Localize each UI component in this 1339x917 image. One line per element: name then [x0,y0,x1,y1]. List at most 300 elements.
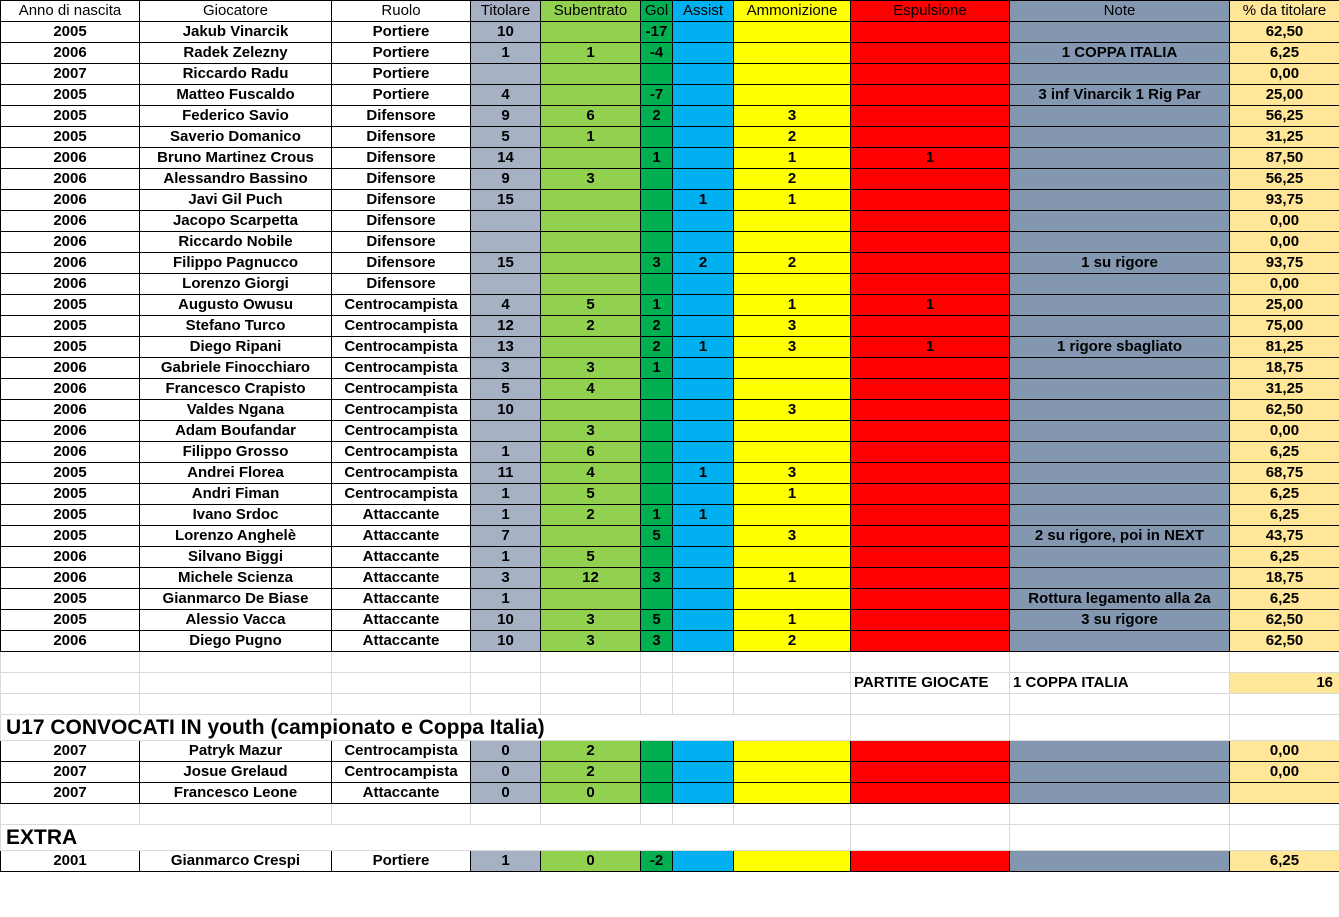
cell-role[interactable]: Portiere [332,43,471,64]
cell-goals[interactable] [641,169,673,190]
cell-pct[interactable]: 68,75 [1230,463,1339,484]
cell-yellow[interactable]: 1 [734,295,851,316]
cell-pct[interactable]: 0,00 [1230,64,1339,85]
cell-starter[interactable]: 1 [471,43,541,64]
empty-cell[interactable] [471,673,541,694]
cell-starter[interactable]: 5 [471,127,541,148]
cell-pct[interactable]: 87,50 [1230,148,1339,169]
empty-cell[interactable] [734,652,851,673]
cell-red[interactable] [851,589,1010,610]
header-assists[interactable]: Assist [673,1,734,22]
cell-player[interactable]: Gianmarco Crespi [140,851,332,872]
cell-goals[interactable] [641,190,673,211]
cell-starter[interactable]: 1 [471,851,541,872]
cell-goals[interactable] [641,400,673,421]
cell-notes[interactable] [1010,568,1230,589]
empty-cell[interactable] [1010,694,1230,715]
cell-notes[interactable] [1010,400,1230,421]
cell-role[interactable]: Difensore [332,190,471,211]
cell-sub[interactable]: 2 [541,505,641,526]
cell-red[interactable] [851,505,1010,526]
cell-goals[interactable] [641,741,673,762]
cell-assists[interactable]: 1 [673,463,734,484]
cell-notes[interactable]: 1 su rigore [1010,253,1230,274]
cell-goals[interactable]: -17 [641,22,673,43]
cell-assists[interactable] [673,43,734,64]
cell-notes[interactable] [1010,295,1230,316]
header-pct[interactable]: % da titolare [1230,1,1339,22]
cell-goals[interactable]: 1 [641,148,673,169]
cell-red[interactable]: 1 [851,148,1010,169]
cell-starter[interactable] [471,211,541,232]
cell-role[interactable]: Centrocampista [332,463,471,484]
cell-yellow[interactable]: 1 [734,610,851,631]
cell-notes[interactable] [1010,741,1230,762]
cell-assists[interactable] [673,400,734,421]
cell-year[interactable]: 2006 [1,631,140,652]
cell-goals[interactable]: 5 [641,526,673,547]
cell-notes[interactable] [1010,211,1230,232]
cell-goals[interactable]: 3 [641,568,673,589]
cell-assists[interactable] [673,316,734,337]
cell-player[interactable]: Bruno Martinez Crous [140,148,332,169]
cell-role[interactable]: Centrocampista [332,442,471,463]
cell-year[interactable]: 2006 [1,253,140,274]
cell-notes[interactable] [1010,106,1230,127]
cell-starter[interactable]: 10 [471,631,541,652]
cell-yellow[interactable] [734,232,851,253]
cell-yellow[interactable] [734,547,851,568]
empty-cell[interactable] [851,652,1010,673]
cell-assists[interactable]: 2 [673,253,734,274]
cell-sub[interactable]: 6 [541,106,641,127]
cell-yellow[interactable]: 3 [734,337,851,358]
cell-red[interactable] [851,253,1010,274]
cell-goals[interactable] [641,783,673,804]
cell-starter[interactable]: 15 [471,253,541,274]
cell-year[interactable]: 2005 [1,22,140,43]
cell-pct[interactable]: 0,00 [1230,762,1339,783]
cell-year[interactable]: 2007 [1,762,140,783]
empty-cell[interactable] [332,673,471,694]
cell-notes[interactable] [1010,169,1230,190]
header-sub[interactable]: Subentrato [541,1,641,22]
cell-role[interactable]: Difensore [332,274,471,295]
cell-assists[interactable] [673,148,734,169]
cell-sub[interactable]: 2 [541,316,641,337]
cell-sub[interactable]: 12 [541,568,641,589]
cell-sub[interactable]: 2 [541,741,641,762]
games-played-value[interactable]: 16 [1230,673,1339,694]
cell-yellow[interactable] [734,442,851,463]
cell-notes[interactable] [1010,505,1230,526]
cell-yellow[interactable]: 1 [734,190,851,211]
cell-red[interactable] [851,421,1010,442]
cell-assists[interactable] [673,526,734,547]
cell-role[interactable]: Centrocampista [332,484,471,505]
empty-cell[interactable] [332,804,471,825]
cell-goals[interactable] [641,547,673,568]
empty-cell[interactable] [641,804,673,825]
cell-starter[interactable] [471,64,541,85]
cell-red[interactable] [851,190,1010,211]
cell-assists[interactable] [673,358,734,379]
cell-player[interactable]: Gianmarco De Biase [140,589,332,610]
cell-sub[interactable]: 3 [541,358,641,379]
cell-yellow[interactable]: 3 [734,526,851,547]
cell-player[interactable]: Saverio Domanico [140,127,332,148]
cell-goals[interactable] [641,211,673,232]
cell-assists[interactable] [673,610,734,631]
empty-cell[interactable] [734,673,851,694]
cell-starter[interactable]: 14 [471,148,541,169]
cell-sub[interactable]: 3 [541,631,641,652]
cell-year[interactable]: 2006 [1,379,140,400]
cell-notes[interactable] [1010,232,1230,253]
empty-cell[interactable] [673,652,734,673]
cell-notes[interactable] [1010,442,1230,463]
cell-assists[interactable] [673,783,734,804]
cell-notes[interactable]: 1 rigore sbagliato [1010,337,1230,358]
cell-assists[interactable] [673,379,734,400]
cell-pct[interactable]: 75,00 [1230,316,1339,337]
empty-cell[interactable] [1010,804,1230,825]
empty-cell[interactable] [734,804,851,825]
cell-role[interactable]: Difensore [332,232,471,253]
cell-player[interactable]: Diego Pugno [140,631,332,652]
cell-sub[interactable] [541,274,641,295]
cell-assists[interactable] [673,589,734,610]
cell-starter[interactable]: 10 [471,610,541,631]
cell-assists[interactable] [673,232,734,253]
cell-pct[interactable]: 56,25 [1230,169,1339,190]
cell-role[interactable]: Difensore [332,127,471,148]
cell-role[interactable]: Centrocampista [332,421,471,442]
cell-notes[interactable] [1010,631,1230,652]
cell-red[interactable] [851,64,1010,85]
cell-player[interactable]: Filippo Pagnucco [140,253,332,274]
cell-player[interactable]: Matteo Fuscaldo [140,85,332,106]
cell-sub[interactable]: 5 [541,295,641,316]
cell-pct[interactable]: 93,75 [1230,190,1339,211]
cell-sub[interactable]: 3 [541,610,641,631]
cell-year[interactable]: 2005 [1,610,140,631]
cell-goals[interactable]: 2 [641,316,673,337]
empty-cell[interactable] [1010,652,1230,673]
cell-red[interactable] [851,127,1010,148]
cell-notes[interactable] [1010,190,1230,211]
cell-player[interactable]: Silvano Biggi [140,547,332,568]
cell-starter[interactable]: 15 [471,190,541,211]
cell-red[interactable] [851,85,1010,106]
cell-assists[interactable] [673,762,734,783]
cell-sub[interactable]: 6 [541,442,641,463]
cell-assists[interactable] [673,851,734,872]
cell-yellow[interactable] [734,783,851,804]
cell-pct[interactable]: 0,00 [1230,232,1339,253]
cell-yellow[interactable] [734,851,851,872]
cell-year[interactable]: 2006 [1,211,140,232]
cell-year[interactable]: 2006 [1,148,140,169]
cell-player[interactable]: Francesco Leone [140,783,332,804]
cell-year[interactable]: 2006 [1,43,140,64]
cell-player[interactable]: Radek Zelezny [140,43,332,64]
cell-red[interactable] [851,484,1010,505]
cell-starter[interactable]: 4 [471,295,541,316]
cell-yellow[interactable]: 1 [734,568,851,589]
empty-cell[interactable] [1230,652,1339,673]
empty-cell[interactable] [641,694,673,715]
cell-starter[interactable]: 9 [471,169,541,190]
cell-notes[interactable] [1010,547,1230,568]
header-player[interactable]: Giocatore [140,1,332,22]
cell-red[interactable] [851,463,1010,484]
cell-assists[interactable]: 1 [673,505,734,526]
empty-cell[interactable] [1,673,140,694]
cell-goals[interactable]: -2 [641,851,673,872]
cell-notes[interactable] [1010,463,1230,484]
cell-player[interactable]: Andrei Florea [140,463,332,484]
cell-red[interactable] [851,316,1010,337]
cell-player[interactable]: Lorenzo Giorgi [140,274,332,295]
cell-sub[interactable] [541,400,641,421]
cell-starter[interactable]: 1 [471,547,541,568]
cell-red[interactable] [851,43,1010,64]
cell-red[interactable] [851,610,1010,631]
cell-year[interactable]: 2005 [1,526,140,547]
empty-cell[interactable] [471,804,541,825]
cell-year[interactable]: 2006 [1,232,140,253]
cell-goals[interactable]: -7 [641,85,673,106]
empty-cell[interactable] [851,825,1010,851]
cell-yellow[interactable]: 3 [734,106,851,127]
cell-sub[interactable] [541,148,641,169]
cell-role[interactable]: Attaccante [332,610,471,631]
cell-pct[interactable]: 18,75 [1230,568,1339,589]
cell-goals[interactable]: 1 [641,358,673,379]
empty-cell[interactable] [332,694,471,715]
cell-sub[interactable] [541,22,641,43]
cell-yellow[interactable] [734,85,851,106]
cell-year[interactable]: 2007 [1,783,140,804]
cell-pct[interactable]: 6,25 [1230,851,1339,872]
cell-year[interactable]: 2006 [1,421,140,442]
cell-year[interactable]: 2005 [1,484,140,505]
cell-yellow[interactable]: 2 [734,127,851,148]
cell-player[interactable]: Michele Scienza [140,568,332,589]
cell-notes[interactable] [1010,421,1230,442]
cell-notes[interactable] [1010,64,1230,85]
cell-starter[interactable]: 10 [471,22,541,43]
cell-player[interactable]: Jakub Vinarcik [140,22,332,43]
cell-assists[interactable] [673,85,734,106]
cell-sub[interactable]: 4 [541,463,641,484]
cell-pct[interactable]: 43,75 [1230,526,1339,547]
empty-cell[interactable] [734,694,851,715]
cell-goals[interactable] [641,379,673,400]
cell-yellow[interactable] [734,421,851,442]
cell-starter[interactable]: 10 [471,400,541,421]
cell-starter[interactable]: 3 [471,358,541,379]
cell-goals[interactable]: 3 [641,253,673,274]
cell-player[interactable]: Patryk Mazur [140,741,332,762]
cell-year[interactable]: 2006 [1,274,140,295]
cell-player[interactable]: Diego Ripani [140,337,332,358]
cell-starter[interactable]: 0 [471,762,541,783]
cell-goals[interactable] [641,64,673,85]
cell-player[interactable]: Ivano Srdoc [140,505,332,526]
cell-yellow[interactable]: 3 [734,400,851,421]
cell-sub[interactable] [541,589,641,610]
cell-year[interactable]: 2007 [1,64,140,85]
cell-player[interactable]: Riccardo Radu [140,64,332,85]
cell-role[interactable]: Attaccante [332,631,471,652]
cell-goals[interactable] [641,589,673,610]
cell-yellow[interactable] [734,379,851,400]
cell-pct[interactable]: 56,25 [1230,106,1339,127]
cell-sub[interactable]: 2 [541,762,641,783]
cell-pct[interactable]: 6,25 [1230,484,1339,505]
cell-yellow[interactable] [734,358,851,379]
cell-red[interactable] [851,106,1010,127]
cell-goals[interactable] [641,421,673,442]
cell-yellow[interactable]: 2 [734,253,851,274]
cell-red[interactable] [851,762,1010,783]
cell-sub[interactable]: 3 [541,421,641,442]
cell-pct[interactable]: 6,25 [1230,589,1339,610]
cell-sub[interactable]: 5 [541,547,641,568]
empty-cell[interactable] [1230,825,1339,851]
empty-cell[interactable] [673,673,734,694]
cell-player[interactable]: Riccardo Nobile [140,232,332,253]
cell-notes[interactable]: 1 COPPA ITALIA [1010,43,1230,64]
cell-pct[interactable]: 0,00 [1230,274,1339,295]
cell-year[interactable]: 2006 [1,190,140,211]
cell-starter[interactable]: 0 [471,783,541,804]
cell-role[interactable]: Attaccante [332,505,471,526]
cell-player[interactable]: Federico Savio [140,106,332,127]
cell-starter[interactable]: 1 [471,442,541,463]
cell-yellow[interactable] [734,64,851,85]
cell-assists[interactable] [673,127,734,148]
cell-player[interactable]: Valdes Ngana [140,400,332,421]
empty-cell[interactable] [1230,804,1339,825]
cell-yellow[interactable] [734,274,851,295]
cell-red[interactable] [851,22,1010,43]
cell-assists[interactable] [673,547,734,568]
cell-notes[interactable]: Rottura legamento alla 2a [1010,589,1230,610]
cell-pct[interactable]: 62,50 [1230,610,1339,631]
cell-player[interactable]: Filippo Grosso [140,442,332,463]
cell-year[interactable]: 2005 [1,589,140,610]
cell-starter[interactable]: 12 [471,316,541,337]
cell-pct[interactable]: 0,00 [1230,421,1339,442]
cell-notes[interactable] [1010,127,1230,148]
empty-cell[interactable] [1230,694,1339,715]
cell-sub[interactable] [541,253,641,274]
empty-cell[interactable] [541,652,641,673]
cell-starter[interactable]: 7 [471,526,541,547]
cell-pct[interactable] [1230,783,1339,804]
cell-sub[interactable]: 4 [541,379,641,400]
cell-sub[interactable] [541,337,641,358]
cell-year[interactable]: 2005 [1,316,140,337]
cell-notes[interactable]: 2 su rigore, poi in NEXT [1010,526,1230,547]
cell-yellow[interactable] [734,43,851,64]
cell-pct[interactable]: 81,25 [1230,337,1339,358]
cell-year[interactable]: 2006 [1,568,140,589]
cell-starter[interactable]: 11 [471,463,541,484]
cell-year[interactable]: 2005 [1,127,140,148]
empty-cell[interactable] [541,673,641,694]
cell-role[interactable]: Centrocampista [332,337,471,358]
cell-red[interactable] [851,400,1010,421]
cell-yellow[interactable]: 3 [734,316,851,337]
cell-starter[interactable]: 1 [471,484,541,505]
cell-year[interactable]: 2006 [1,358,140,379]
cell-assists[interactable] [673,421,734,442]
empty-cell[interactable] [140,804,332,825]
cell-assists[interactable] [673,169,734,190]
empty-cell[interactable] [1230,715,1339,741]
cell-assists[interactable]: 1 [673,337,734,358]
cell-notes[interactable] [1010,274,1230,295]
cell-pct[interactable]: 93,75 [1230,253,1339,274]
cell-starter[interactable]: 0 [471,741,541,762]
cell-pct[interactable]: 25,00 [1230,295,1339,316]
cell-starter[interactable] [471,421,541,442]
empty-cell[interactable] [140,694,332,715]
cell-pct[interactable]: 62,50 [1230,631,1339,652]
cell-player[interactable]: Alessandro Bassino [140,169,332,190]
cell-role[interactable]: Attaccante [332,547,471,568]
cell-assists[interactable] [673,106,734,127]
cell-notes[interactable] [1010,484,1230,505]
cell-player[interactable]: Stefano Turco [140,316,332,337]
cell-role[interactable]: Centrocampista [332,400,471,421]
cell-player[interactable]: Andri Fiman [140,484,332,505]
cell-goals[interactable]: 2 [641,337,673,358]
cell-yellow[interactable] [734,505,851,526]
cell-goals[interactable]: 1 [641,295,673,316]
cell-notes[interactable] [1010,379,1230,400]
header-role[interactable]: Ruolo [332,1,471,22]
cell-role[interactable]: Portiere [332,64,471,85]
cell-assists[interactable]: 1 [673,190,734,211]
cell-goals[interactable] [641,463,673,484]
cell-role[interactable]: Difensore [332,253,471,274]
cell-red[interactable]: 1 [851,337,1010,358]
cell-pct[interactable]: 0,00 [1230,741,1339,762]
empty-cell[interactable] [140,652,332,673]
cell-pct[interactable]: 25,00 [1230,85,1339,106]
cell-pct[interactable]: 0,00 [1230,211,1339,232]
cell-notes[interactable] [1010,358,1230,379]
cell-player[interactable]: Augusto Owusu [140,295,332,316]
header-goals[interactable]: Gol [641,1,673,22]
cell-goals[interactable] [641,127,673,148]
empty-cell[interactable] [851,694,1010,715]
cell-red[interactable] [851,232,1010,253]
cell-yellow[interactable] [734,22,851,43]
cell-sub[interactable]: 0 [541,783,641,804]
cell-year[interactable]: 2005 [1,85,140,106]
cell-role[interactable]: Attaccante [332,526,471,547]
cell-red[interactable] [851,568,1010,589]
cell-year[interactable]: 2007 [1,741,140,762]
cell-player[interactable]: Francesco Crapisto [140,379,332,400]
cell-role[interactable]: Attaccante [332,783,471,804]
